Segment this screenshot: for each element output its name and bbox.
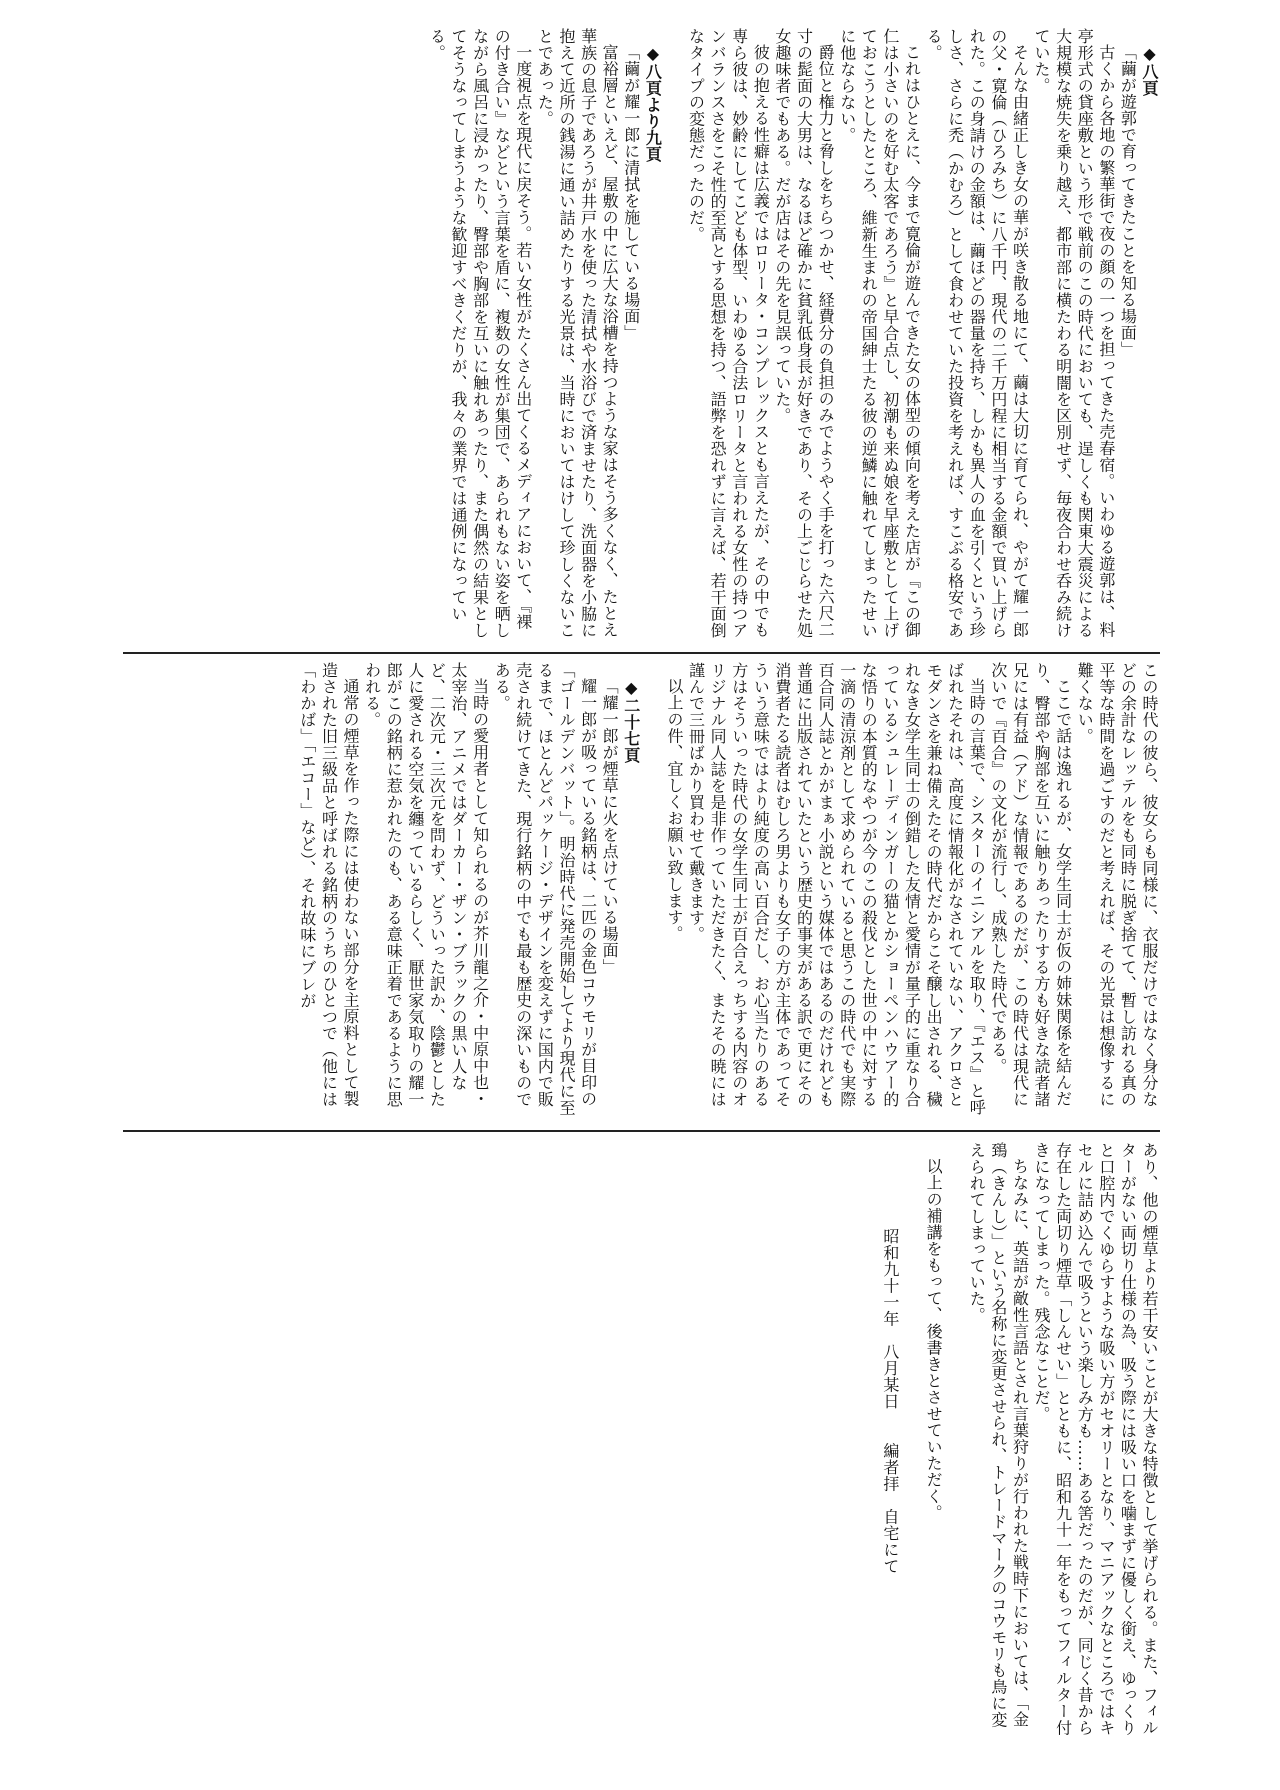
- paragraph: あり、他の煙草より若干安いことが大きな特徴として挙げられる。また、フィルターがない両切り仕様の為、吸う際には吸い口を噛まずに優しく銜え、ゆっくりと口腔内でくゆらすような吸い方がセオリーとなり、マニアックなところではキセルに詰め込んで吸うという楽しみ方も……ある筈だったのだが、同じく昔から存在した両切り煙草「しんせい」とともに、昭和九十一年をもってフィルター付きになってしまった。残念なことだ。: [1032, 1142, 1159, 1736]
- section-page-8: [685, 28, 1160, 643]
- section-page-27: [296, 662, 642, 1122]
- paragraph: 当時の言葉で、シスターのイニシアルを取り、『エス』と呼ばれたそれは、高度に情報化がなされていない、アクロさとモダンさを兼ね備えたその時代だからこそ醸し出される、穢れなき女学生同士の倒錯した友情と愛情が量子的に重なり合っているシュレーディンガーの猫とかショーペンハウアー的な悟りの本質的なやつが今のこの殺伐とした世の中に対する一滴の清涼剤として求められていると思うこの時代でも実際百合同人誌とかがまぁ小説という媒体ではあるのだけれども普通に出版されていたという歴史的事実がある訳で更にその消費者たる読者はむしろ男よりも女子の方が主体であってそういう意味ではより純度の高い百合だし、お心当たりのある方はそういった時代の女学生同士が百合えっちする内容のオリジナル同人誌を是非作っていただきたく、またその暁には謹んで三冊ばかり買わせて戴きます。: [686, 662, 987, 1116]
- paragraph: そんな由緒正しき女の華が咲き散る地にて、繭は大切に育てられ、やがて耀一郎の父・寛倫（ひろみち）に八千円、現代の二千万円程に相当する金額で買い上げられた。この身請けの金額は、繭ほどの器量を持ち、しかも異人の血を引くという珍しさ、さらに禿（かむろ）として食わせていた投資を考えれば、すこぶる格安である。: [924, 28, 1030, 639]
- paragraph: 古くから各地の繁華街で夜の顔の一つを担ってきた売春宿。いわゆる遊郭は、料亭形式の貸座敷という形で戦前のこの時代においても、逞しくも関東大震災による大規模な焼失を乗り越え、都市部に横たわる明闇を区別せず、毎夜合わせ呑み続けていた。: [1032, 28, 1116, 639]
- paragraph: この時代の彼ら、彼女らも同様に、衣服だけではなく身分などの余計なレッテルをも同時に脱ぎ捨てて、暫し訪れる真の平等な時間を過ごすのだと考えれば、その光景は想像するに難くない。: [1075, 662, 1159, 1108]
- signature-line: 昭和九十一年 八月某日 編者拝 自宅にて: [880, 1228, 900, 1575]
- paragraph: 富裕層といえど、屋敷の中に広大な浴槽を持つような家はそう多くなく、たとえ華族の息子であろうが井戸水を使った清拭や水浴びで済ませたり、洗面器を小脇に抱えて近所の銭湯に通い詰めたりする光景は、当時においてはけして珍しくないことであった。: [535, 28, 620, 639]
- section-page-8-9: [426, 28, 664, 643]
- paragraph: 一度視点を現代に戻そう。若い女性がたくさん出てくるメディアにおいて、『裸の付き合い』などという言葉を盾に、複数の女性が集団で、あられもない姿を晒しながら風呂に浸かったり、臀部や胸部を互いに触れあったり、また偶然の結果としてそうなってしまうような歓迎すべきくだりが、我々の業界では通例になっている。: [427, 28, 533, 639]
- divider-rule: [123, 652, 1160, 654]
- band-bottom: [540, 1142, 1160, 1742]
- band-top: [128, 28, 1160, 643]
- paragraph: 耀一郎が吸っている銘柄は、二匹の金色コウモリが目印の「ゴールデンバット」。明治時代に発売開始してより現代に至るまで、ほとんどパッケージ・デザインを変えずに国内で販売され続けてきた、現行銘柄の中でも最も歴史の深いものである。: [492, 662, 598, 1116]
- paragraph: 通常の煙草を作った際には使わない部分を主原料として製造された旧三級品と呼ばれる銘柄のうちのひとつで（他には「わかば」「エコー」など）、それ故味にブレが: [297, 662, 361, 1108]
- divider-rule: [123, 1130, 1160, 1132]
- section-subheading: 「耀一郎が煙草に火を点けている場面」: [600, 678, 620, 975]
- paragraph: ここで話は逸れるが、女学生同士が仮の姉妹関係を結んだり、臀部や胸部を互いに触りあったりする方も好きな読者諸兄には有益（アド）な情報であるのだが、この時代は現代に次いで『百合』の文化が流行し、成熟した時代である。: [988, 662, 1073, 1108]
- paragraph: これはひとえに、今まで寛倫が遊んできた女の体型の傾向を考えた店が『この御仁は小さいのを好む太客であろう』と早合点し、初潮も来ぬ娘を早座敷として上げておこうとしたところ、維新生まれの帝国紳士たる彼の逆鱗に触れてしまったせいに他ならない。: [837, 28, 922, 639]
- section-heading: ◆八頁: [1140, 44, 1159, 97]
- paragraph: 爵位と権力と脅しをちらつかせ、経費分の負担のみでようやく手を打った六尺二寸の髭面の大男は、なるほど確かに貧乳低身長が好きであり、その上ごじらせた処女趣味者でもある。だが店はその先を見誤っていた。: [772, 28, 836, 639]
- paragraph: 彼の抱える性癖は広義ではロリータ・コンプレックスとも言えたが、その中でも専ら彼は、妙齢にしてこども体型、いわゆる合法ロリータと言われる女性の持つアンバランスさをこそ性的至高とする思想を持つ、語弊を恐れずに言えば、若干面倒なタイプの変態だったのだ。: [686, 28, 771, 639]
- paragraph: 当時の愛用者として知られるのが芥川龍之介・中原中也・太宰治、アニメではダーカー・ザン・ブラックの黒い人など、二次元・三次元を問わず、どういった訳か、陰鬱とした人に愛される空気を纏っているらしく、厭世家気取りの耀一郎がこの銘柄に惹かれたのも、ある意味正着であるように思われる。: [362, 662, 490, 1108]
- band-middle: [128, 662, 1160, 1122]
- section-subheading: 「繭が耀一郎に清拭を施している場面」: [621, 44, 641, 341]
- paragraph: 以上の件、宜しくお願い致します。: [664, 678, 684, 942]
- closing-text: 以上の補講をもって、後書きとさせていただく。: [924, 1158, 944, 1521]
- section-heading: ◆八頁より九頁: [643, 44, 663, 163]
- paragraph: ちなみに、英語が敵性言語とされ言葉狩りが行われた戦時下においては、「金鵄（きんし）」という名称に変更させられ、トレードマークのコウモリも鳥に変えられてしまっていた。: [967, 1142, 1030, 1728]
- section-heading: ◆二十七頁: [621, 678, 641, 764]
- section-subheading: 「繭が遊郭で育ってきたことを知る場面」: [1118, 44, 1138, 358]
